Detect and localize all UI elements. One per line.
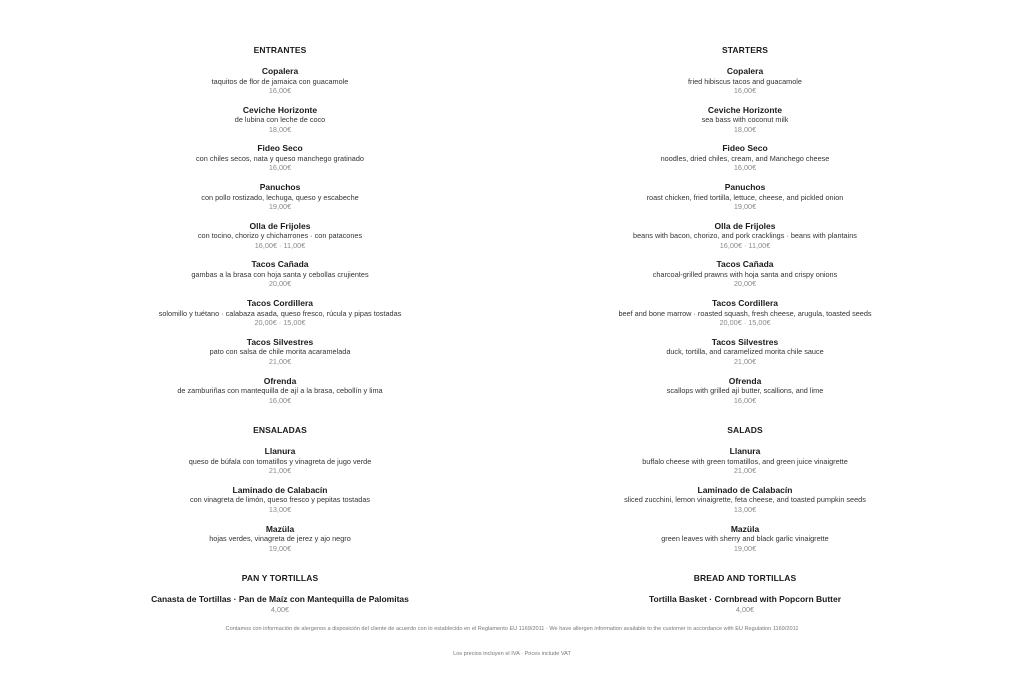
menu-item (70, 143, 490, 182)
item-price: 21,00€ (268, 356, 292, 366)
item-name: Panuchos (724, 182, 766, 193)
item-price: 16,00€ (733, 395, 757, 405)
item-name: Tacos Cañada (716, 259, 774, 270)
menu-item (535, 66, 955, 105)
item-price: 21,00€ (268, 466, 292, 476)
item-description: con tocino, chorizo y chicharrones · con patacones (197, 231, 363, 241)
item-price: 16,00€ · 11,00€ (254, 240, 306, 250)
item-description: sea bass with coconut milk (701, 115, 789, 125)
item-price: 16,00€ (733, 163, 757, 173)
item-description: buffalo cheese with green tomatillos, and green juice vinaigrette (642, 456, 848, 466)
item-name: Fideo Seco (722, 143, 768, 154)
item-name: Fideo Seco (257, 143, 303, 154)
section-title: STARTERS (722, 45, 768, 55)
item-description: beef and bone marrow · roasted squash, fresh cheese, arugula, toasted seeds (618, 308, 872, 318)
section-salads (535, 424, 955, 562)
menu-column-spanish (70, 44, 490, 633)
menu-item (70, 66, 490, 105)
item-price: 20,00€ (733, 279, 757, 289)
item-price: 19,00€ (733, 543, 757, 553)
item-name: Ceviche Horizonte (707, 104, 783, 115)
item-description: de lubina con leche de coco (234, 115, 326, 125)
item-name: Panuchos (259, 182, 301, 193)
section-title: PAN Y TORTILLAS (241, 573, 319, 584)
menu-item (535, 337, 955, 376)
item-name: Tacos Cordillera (247, 298, 313, 309)
item-description: green leaves with sherry and black garlic vinaigrette (661, 534, 829, 544)
item-description: noodles, dried chiles, cream, and Manchego cheese (660, 153, 830, 163)
menu-item (70, 182, 490, 221)
item-price: 16,00€ · 11,00€ (719, 240, 771, 250)
item-name: Copalera (261, 66, 299, 76)
menu-item (535, 105, 955, 144)
section-title: ENSALADAS (253, 425, 307, 436)
item-price: 16,00€ (268, 395, 292, 405)
menu-item (535, 485, 955, 524)
item-description: con vinagreta de limón, queso fresco y pepitas tostadas (189, 495, 371, 505)
item-name: Llanura (729, 446, 761, 457)
item-name: Copalera (726, 66, 764, 76)
item-name: Mazüla (265, 523, 295, 534)
item-name: Tortilla Basket · Cornbread with Popcorn Butter (648, 594, 842, 605)
menu-item (535, 376, 955, 415)
menu-item (535, 221, 955, 260)
item-price: 19,00€ (733, 202, 757, 212)
menu-item (535, 524, 955, 563)
item-price: 20,00€ · 15,00€ (254, 318, 306, 328)
menu-item (70, 446, 490, 485)
item-price: 13,00€ (733, 504, 757, 514)
section-title: ENTRANTES (253, 45, 307, 55)
item-description: roast chicken, fried tortilla, lettuce, cheese, and pickled onion (646, 192, 844, 202)
menu-item (70, 337, 490, 376)
menu-item (535, 182, 955, 221)
menu-item (535, 298, 955, 337)
menu-item (70, 221, 490, 260)
vat-notice: Los precios incluyen el IVA · Prices include VAT (453, 651, 571, 657)
item-description: beans with bacon, chorizo, and pork cracklings · beans with plantains (633, 231, 857, 241)
item-name: Olla de Frijoles (714, 220, 776, 231)
item-description: solomillo y tuétano · calabaza asada, queso fresco, rúcula y pipas tostadas (158, 308, 402, 318)
item-description: fried hibiscus tacos and guacamole (688, 76, 802, 86)
item-price: 16,00€ (733, 86, 757, 95)
menu-item (535, 259, 955, 298)
item-description: queso de búfala con tomatillos y vinagreta de jugo verde (188, 456, 372, 466)
menu-item (70, 259, 490, 298)
item-price: 19,00€ (268, 202, 292, 212)
item-name: Tacos Cordillera (712, 298, 778, 309)
item-name: Tacos Silvestres (246, 336, 314, 347)
item-price: 21,00€ (733, 466, 757, 476)
item-name: Tacos Silvestres (711, 336, 779, 347)
menu-column-english (535, 44, 955, 633)
section-ensaladas (70, 424, 490, 562)
item-description: scallops with grilled ají butter, scallions, and lime (666, 386, 824, 395)
item-description: de zamburiñas con mantequilla de ají a la brasa, cebollín y lima (177, 386, 383, 395)
section-starters (535, 44, 955, 414)
item-description: gambas a la brasa con hoja santa y cebollas crujientes (191, 269, 369, 279)
item-price: 13,00€ (268, 504, 292, 514)
menu-item (535, 143, 955, 182)
item-name: Ceviche Horizonte (242, 104, 318, 115)
item-price: 4,00€ (270, 604, 290, 614)
item-price: 18,00€ (268, 124, 292, 134)
item-price: 16,00€ (268, 86, 292, 95)
item-price: 18,00€ (733, 124, 757, 134)
item-name: Canasta de Tortillas · Pan de Maíz con Mantequilla de Palomitas (151, 594, 409, 605)
item-price: 20,00€ · 15,00€ (719, 318, 771, 328)
item-description: sliced zucchini, lemon vinaigrette, feta cheese, and toasted pumpkin seeds (624, 495, 866, 505)
item-description: pato con salsa de chile morita acaramelada (209, 347, 351, 357)
item-description: duck, tortilla, and caramelized morita chile sauce (666, 347, 824, 357)
item-description: con pollo rostizado, lechuga, queso y escabeche (201, 192, 359, 202)
item-name: Ofrenda (263, 375, 297, 386)
item-description: charcoal-grilled prawns with hoja santa and crispy onions (652, 269, 838, 279)
item-price: 21,00€ (733, 356, 757, 366)
section-title: SALADS (727, 425, 763, 436)
allergen-notice: Contamos con información de alergenos a disposición del cliente de acuerdo con lo establecido en el Reglamento EU 1169/2011 · We have allergen information available to the customer in accordance with EU Regulation 1169/2011 (225, 626, 799, 632)
menu-item (70, 524, 490, 563)
section-bread-and-tortillas (535, 572, 955, 633)
item-name: Llanura (264, 446, 296, 457)
item-name: Tacos Cañada (251, 259, 309, 270)
item-price: 20,00€ (268, 279, 292, 289)
item-name: Mazüla (730, 523, 760, 534)
menu-item (70, 105, 490, 144)
item-price: 4,00€ (735, 604, 755, 614)
section-pan-y-tortillas (70, 572, 490, 633)
item-name: Olla de Frijoles (249, 220, 311, 231)
item-name: Laminado de Calabacín (697, 484, 793, 495)
menu-item (70, 298, 490, 337)
section-entrantes (70, 44, 490, 414)
item-price: 16,00€ (268, 163, 292, 173)
section-title: BREAD AND TORTILLAS (693, 573, 797, 584)
item-name: Ofrenda (728, 375, 762, 386)
item-price: 19,00€ (268, 543, 292, 553)
item-description: hojas verdes, vinagreta de jerez y ajo negro (209, 534, 351, 544)
menu-item (70, 376, 490, 415)
item-name: Laminado de Calabacín (232, 484, 328, 495)
menu-item (70, 485, 490, 524)
item-description: con chiles secos, nata y queso manchego gratinado (196, 153, 364, 163)
item-description: taquitos de flor de jamaica con guacamole (211, 76, 349, 86)
menu-item (535, 446, 955, 485)
